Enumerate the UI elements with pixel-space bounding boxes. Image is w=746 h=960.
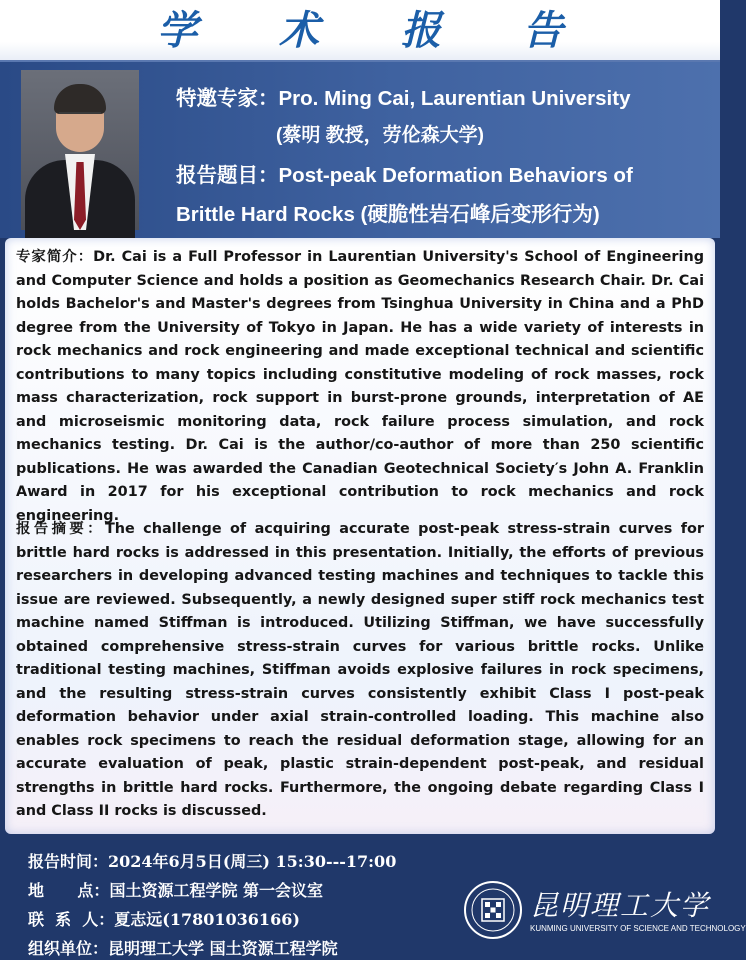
footer-place — [28, 878, 323, 901]
university-name-en: KUNMING UNIVERSITY OF SCIENCE AND TECHNOLOGY — [530, 924, 746, 933]
topic-line-2: Brittle Hard Rocks (硬脆性岩石峰后变形行为) — [176, 203, 600, 226]
expert-line: 特邀专家：Pro. Ming Cai, Laurentian University — [176, 87, 631, 110]
time-value: 2024年6月5日(周三) 15:30---17:00 — [108, 852, 397, 871]
speaker-header — [0, 62, 720, 238]
content-panel — [5, 238, 715, 834]
time-label: 报告时间： — [28, 852, 109, 871]
page-title: 学 术 报 告 — [157, 7, 597, 54]
place-value: 国土资源工程学院 第一会议室 — [109, 881, 324, 900]
speaker-photo — [21, 70, 139, 230]
contact-value: 夏志远(17801036166) — [114, 910, 300, 929]
bio-text: Dr. Cai is a Full Professor in Laurentian University's School of Engineering and Computer Science and holds a position as Geomechanics Research Chair. Dr. Cai holds Bachelor's and Master's degrees from Tsinghua University in China and a PhD degree from the University of Tokyo in Japan. He has a wide variety of interests in rock mechanics and rock engineering and made exceptional technical and scientific contributions to many topics including constitutive modeling of rock masses, rock mass characterization, rock support in burst-prone grounds, interpretation of AE and microseismic monitoring data, rock failure process simulation, and rock mechanics testing. Dr. Cai is the author/co-author of more than 250 scientific publications. He was awarded the Canadian Geotechnical Society′s John A. Franklin Award in 2017 for his exceptional contribution to rock mechanics and rock engineering. — [16, 249, 704, 524]
topic-line-1: 报告题目：Post-peak Deformation Behaviors of — [176, 164, 633, 187]
bio-label: 专家简介： — [16, 249, 94, 265]
org-label: 组织单位： — [28, 939, 109, 958]
footer-org — [28, 936, 338, 959]
bio-paragraph — [16, 246, 704, 528]
abstract-paragraph — [16, 518, 704, 824]
university-seal-icon — [463, 880, 523, 940]
contact-label: 联 系 人： — [28, 910, 115, 929]
place-label: 地 点： — [28, 881, 110, 900]
org-value: 昆明理工大学 国土资源工程学院 — [108, 939, 338, 958]
university-name-cn: 昆明理工大学 — [530, 889, 711, 922]
title-banner — [0, 0, 720, 62]
footer-contact — [28, 907, 300, 930]
abstract-text: The challenge of acquiring accurate post-peak stress-strain curves for brittle hard rocks is addressed in this presentation. Initially, the efforts of previous researchers in developing advanced testing machines and techniques to tackle this issue are reviewed. Subsequently, a newly designed super stiff rock mechanics test machine named Stiffman is introduced. Utilizing Stiffman, we have successfully obtained comprehensive stress-strain curves for various brittle rocks. Unlike traditional testing machines, Stiffman avoids explosive failures in rock specimens, and the resulting stress-strain curves consistently exhibit Class I post-peak deformation behavior under axial strain-controlled loading. This machine also enables rock specimens to reach the residual deformation stage, allowing for an accurate evaluation of peak, plastic strain-dependent post-peak, and residual strengths in brittle hard rocks. Furthermore, the ongoing debate regarding Class I and Class II rocks is discussed. — [16, 521, 704, 819]
expert-cn-line: (蔡明 教授，劳伦森大学) — [276, 125, 484, 146]
footer-time — [28, 849, 396, 872]
abstract-label: 报告摘要： — [16, 521, 105, 537]
